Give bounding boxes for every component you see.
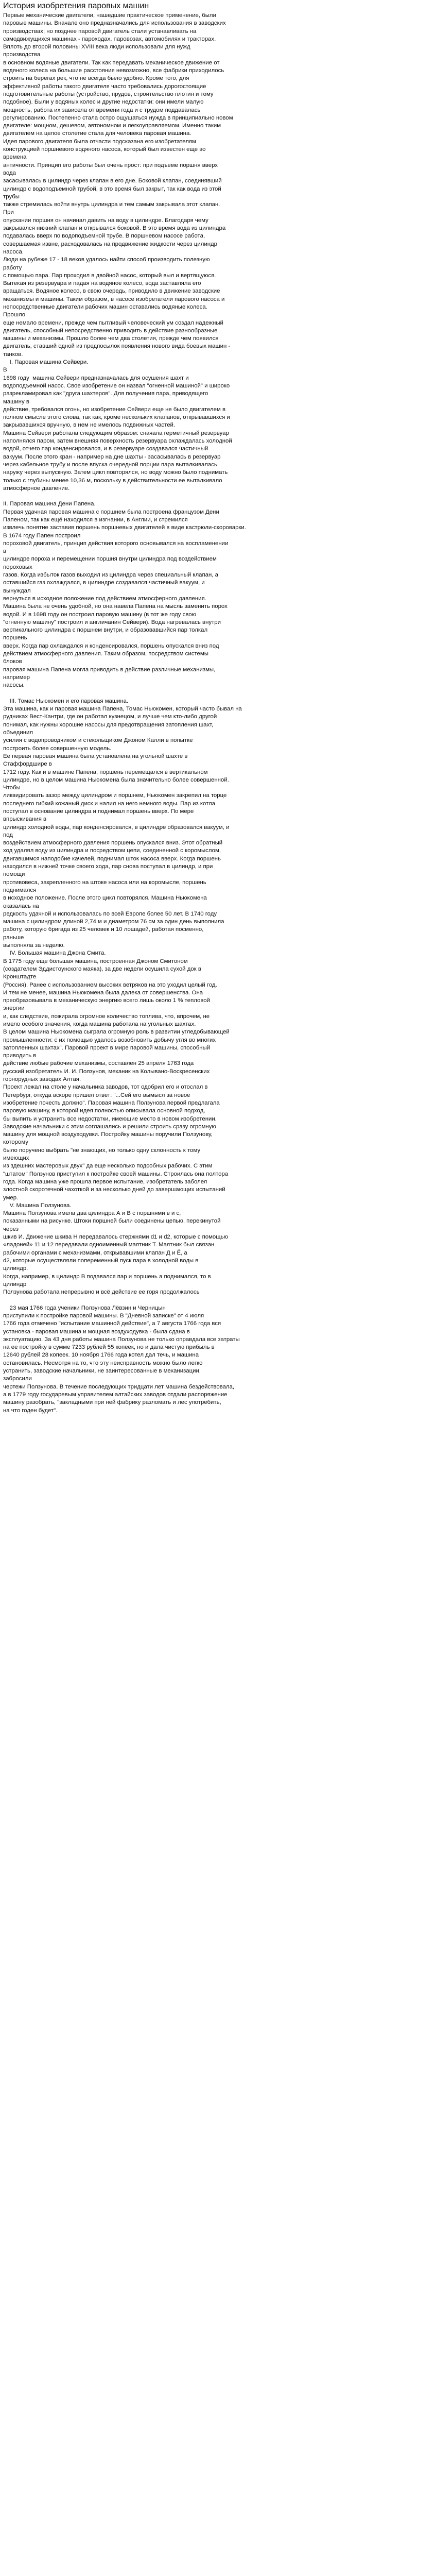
text-line: приводить в: [3, 1053, 37, 1059]
text-line: двигатель, способный непосредственно приводить в действие разнообразные: [3, 327, 218, 334]
text-line: вода: [3, 170, 16, 176]
text-line: понимал, как нужны хорошие насосы для предотвращения затопления шахт,: [3, 721, 214, 728]
text-line: При: [3, 209, 14, 216]
text-line: закрывавшихся вручную, в нем не имелось подвижных частей.: [3, 422, 176, 429]
text-line: поршень: [3, 635, 27, 641]
text-line: трубы: [3, 193, 20, 200]
text-line: цилиндр.: [3, 1265, 28, 1272]
text-line: Петербург, откуда вскоре пришел ответ: "...Сей его вымысл за новое: [3, 1092, 190, 1098]
text-line: и, как следствие, пожирала огромное количество топлива, что, впрочем, не: [3, 1013, 210, 1020]
text-line: забросили: [3, 1376, 32, 1382]
text-line: двигатель, ставший одной из предпосылок появления нового вида боевых машин -: [3, 343, 231, 350]
text-line: И тем не менее, машина Ньюкомена была далека от совершенства. Она: [3, 989, 203, 996]
text-line: приступили к постройке паровой машины. В "Дневной записке" от 4 июля: [3, 1312, 204, 1319]
text-line: русский изобретатель И. И. Ползунов, механик на Колывано-Воскресенских: [3, 1068, 210, 1075]
text-line: наружу через выпускную. Затем цикл повторялся, но воду можно было поднимать: [3, 469, 228, 476]
text-line: Вытекая из резервуара и падая на водяное колесо, вода заставляла его: [3, 280, 201, 287]
text-line: [3, 690, 433, 698]
text-line: Эта машина, как и паровая машина Папена, Томас Ньюкомен, который часто бывал на: [3, 706, 242, 713]
text-line: Кронштадте: [3, 974, 37, 980]
text-line: 1698 году машина Сейвери предназначалась для осушения шахт и: [3, 375, 189, 381]
text-line: подготовительные работы (устройство, прудов, строительство плотин и тому: [3, 91, 214, 97]
text-line: машину в: [3, 398, 29, 405]
text-line: Машина Ползунова имела два цилиндра А и В с поршнями в и с,: [3, 1210, 181, 1217]
text-line: противовеса, закрепленного на штоке насоса или на коромысле, поршень: [3, 879, 206, 886]
text-line: строить на берегах рек, что не всегда было удобно. Кроме того, для: [3, 75, 189, 82]
text-line: (создателем Эддистоунского маяка), за две недели осушила сухой док в: [3, 965, 201, 972]
text-line: чертежи Ползунова. В течение последующих тридцати лет машина бездействовала,: [3, 1383, 235, 1390]
text-line: промышленности: с их помощью удалось возобновить добычу угля во многих: [3, 1037, 216, 1043]
text-line: 1766 года отмечено "испытание машинной действие", а 7 августа 1766 года вся: [3, 1320, 221, 1327]
text-line: самодвижущихся машинах - пароходах, паровозах, автомобилях и тракторах.: [3, 36, 216, 42]
text-line: ликвидировать зазор между цилиндром и поршнем, Ньюкомен закрепил на торце: [3, 792, 227, 799]
text-line: впрыскивания в: [3, 816, 47, 823]
text-line: (Россия). Ранее с использованием высоких ветряков на это уходил целый год.: [3, 981, 217, 988]
text-line: непосредственные двигатели рабочих машин оставались водяные колеса.: [3, 303, 207, 310]
text-line: подобное). Были у водяных колес и другие недостатки: они имели малую: [3, 99, 204, 106]
text-line: Машина была не очень удобной, но она навела Папена на мысль заменить порох: [3, 603, 228, 610]
text-line: II. Паровая машина Дени Папена.: [3, 501, 96, 507]
text-line: построить более совершенную модель.: [3, 745, 112, 752]
text-line: полном смысле этого слова, так как, кроме нескольких клапанов, открывавшихся и: [3, 414, 230, 421]
text-line: паровую машину, в которой идея полностью описывала основной подход,: [3, 1108, 205, 1114]
text-line: злостной скоротечной чахоткой и за несколько дней до завершающих испытаний: [3, 1187, 225, 1193]
text-line: воздействием атмосферного давления поршень опускался вниз. Этот обратный: [3, 840, 223, 846]
text-line: В 1775 году еще большая машина, построенная Джоном Смитоном: [3, 958, 188, 964]
text-line: подавалась вверх по водоподъемной трубе. В поршневом насосе работа,: [3, 233, 205, 240]
text-line: установка - паровая машина и мощная воздуходувка - была сдана в: [3, 1328, 190, 1335]
text-line: ход удалял воду из цилиндра и посредством цепи, соединенной с коромыслом,: [3, 848, 221, 854]
text-line: цилиндр с водоподъемной трубой, в это время был закрыт, так как вода из этой: [3, 185, 221, 192]
text-line: опускании поршня он начинал давить на воду в цилиндре. Благодаря чему: [3, 217, 208, 224]
text-line: Заводские начальники с этим соглашались и решили строить сразу огромную: [3, 1123, 216, 1130]
text-line: [3, 1296, 433, 1304]
text-line: закрывался нижний клапан и открывался боковой. В это время вода из цилиндра: [3, 225, 226, 232]
text-line: Папеном, так как ещё находился в изгнании, в Англии, и стремился: [3, 517, 188, 523]
text-line: В 1674 году Папен построил: [3, 532, 81, 539]
text-line: оказалась на: [3, 903, 39, 909]
text-line: конструкцией поршневого водяного насоса, который был известен еще во: [3, 146, 206, 153]
text-line: которому: [3, 1139, 28, 1146]
text-line: бы выпить и устранить все недостатки, имеющие место в новом изобретении.: [3, 1115, 217, 1122]
text-line: рабочими органами с механизмами, открывавшими клапан Д и Ё, а: [3, 1249, 187, 1256]
text-line: двигавшимся наподобие качелей, поднимал шток насоса вверх. Когда поршень: [3, 855, 221, 862]
text-line: 1712 году. Как и в машине Папена, поршень перемещался в вертикальном: [3, 769, 208, 775]
text-line: водой, отчего пар конденсировался, и в резервуаре создавался частичный: [3, 446, 208, 452]
text-line: Машина Сейвери работала следующим образом: сначала герметичный резервуар: [3, 430, 229, 436]
text-line: V. Машина Ползунова.: [3, 1202, 72, 1209]
text-line: античности. Принцип его работы был очень прост: при подъеме поршня вверх: [3, 162, 218, 168]
text-line: цилиндре пороха и перемещении поршня внутри цилиндра под воздействием: [3, 556, 217, 563]
text-line: [3, 493, 433, 500]
text-line: механизмы и машины. Таким образом, в насосе изобретатели парового насоса и: [3, 296, 225, 302]
text-line: пороховых: [3, 564, 32, 570]
text-line: под: [3, 832, 13, 838]
text-line: В: [3, 367, 7, 374]
text-line: через: [3, 1226, 19, 1232]
text-line: 12640 рублей 28 копеек. 10 ноября 1766 года котел дал течь, и машина: [3, 1352, 199, 1359]
text-line: Ее первая паровая машина была установлена на угольной шахте в: [3, 753, 188, 759]
text-line: пороховой двигатель, принцип действия которого основывался на воспламенении: [3, 540, 229, 547]
text-line: Чтобы: [3, 785, 21, 791]
text-line: машина с цилиндром длиной 2,74 м и диаметром 76 см за один день выполнила: [3, 919, 224, 925]
text-line: извлечь понятие заставив поршень поршневых двигателей в виде кастрюли-скороварки.: [3, 524, 246, 531]
text-line: производства: [3, 52, 41, 58]
text-line: еще немало времени, прежде чем пытливый человеческий ум создал надежный: [3, 319, 223, 326]
text-line: насосы.: [3, 682, 25, 689]
text-line: также стремилась войти внутрь цилиндра и тем самым закрывала этот клапан.: [3, 201, 220, 208]
text-line: В целом машина Ньюкомена сыграла огромную роль в развитии угледобывающей: [3, 1029, 230, 1036]
text-line: "огненную машину" построил и англичанин Сейвери). Вода нагревалась внутри: [3, 619, 221, 625]
text-line: шкив И. Движение шкива Н передавалось стержнями d1 и d2, которые с помощью: [3, 1234, 229, 1241]
text-line: паровая машина Папена могла приводить в действие различные механизмы,: [3, 666, 216, 673]
text-line: времена: [3, 154, 27, 161]
text-line: производствах; но позднее паровой двигатель стали устанавливать на: [3, 28, 197, 35]
text-line: работу, которую бригада из 25 человек и 10 лошадей, работая посменно,: [3, 926, 204, 933]
text-line: рудниках Вест-Кантри, где он работал кузнецом, и лучше чем кто-либо другой: [3, 714, 217, 720]
text-line: Ползунова работала непрерывно и всё действие ее горя продолжалось: [3, 1289, 200, 1296]
text-line: действие, требовался огонь, но изобретение Сейвери еще не было двигателем в: [3, 406, 226, 413]
text-line: например: [3, 674, 30, 681]
text-line: выполняла за неделю.: [3, 942, 65, 949]
text-line: машину разобрать, "закладными при ней фабрику разломать и лес употребить,: [3, 1399, 221, 1406]
text-line: умер.: [3, 1194, 19, 1201]
text-line: Проект лежал на столе у начальника заводов, тот одобрил его и отослал в: [3, 1084, 208, 1091]
text-line: остановилась. Несмотря на то, что эту неисправность можно было легко: [3, 1360, 203, 1366]
text-line: водой. И в 1698 году он построил паровую машину (в тот же году свою: [3, 611, 197, 618]
text-line: двигателем на целое столетие стала для человека паровая машина.: [3, 130, 191, 137]
text-line: цилиндре, но в целом машина Ньюкомена была значительно более совершенной.: [3, 776, 229, 783]
text-line: Первые механические двигатели, нашедшие практическое применение, были: [3, 12, 216, 19]
text-line: «ладоней» 11 и 12 передавали одноименный маятник Т. Маятник был связан: [3, 1242, 215, 1248]
text-line: показанными на рисунке. Штоки поршней были соединены цепью, перекинутой: [3, 1218, 221, 1225]
text-line: d2, которые осуществляли попеременный пуск пара в холодной воды в: [3, 1257, 199, 1264]
text-line: цилиндр холодной воды, пар конденсировался, в цилиндре образовался вакуум, и: [3, 824, 230, 831]
document-body: [3, 12, 433, 1415]
text-line: в исходное положение. После этого цикл повторялся. Машина Ньюкомена: [3, 895, 207, 902]
text-line: преобразовывала в механическую энергию всего лишь около 1 % тепловой: [3, 997, 210, 1004]
text-line: Идея парового двигателя была отчасти подсказана его изобретателям: [3, 138, 196, 145]
text-line: блоков: [3, 658, 22, 665]
text-line: танков.: [3, 351, 23, 358]
text-line: вращаться. Водяное колесо, в свою очередь, приводило в движение заводские: [3, 288, 220, 295]
text-line: только с глубины менее 10,36 м, поскольку в действительности ее выталкивало: [3, 477, 222, 484]
text-line: горнорудных заводах Алтая.: [3, 1076, 81, 1083]
text-line: разрекламировал как "друга шахтеров". Для получения пара, приводящего: [3, 391, 208, 397]
text-line: регулированию. Постепенно стала остро ощущаться нужда в принципиально новом: [3, 114, 233, 121]
text-line: III. Томас Ньюкомен и его паровая машина.: [3, 698, 129, 704]
text-line: атмосферное давление.: [3, 485, 70, 492]
text-line: поднимался: [3, 887, 37, 893]
text-line: водяного колеса на большие расстояния невозможно, все фабрики приходилось: [3, 67, 224, 74]
text-line: с помощью пара. Пар проходил в двойной насос, который выл и вертящуюся.: [3, 272, 216, 279]
text-line: I. Паровая машина Сейвери.: [3, 359, 89, 366]
text-line: энергии: [3, 1005, 25, 1012]
text-line: совершаемая извне, расходовалась на продвижение жидкости через цилиндр: [3, 241, 217, 247]
text-line: газов. Когда избыток газов выходил из цилиндра через специальный клапан, а: [3, 572, 218, 579]
text-line: эксплуатацию. За 43 дня работы машина Ползунова не только оправдала все затраты: [3, 1336, 240, 1343]
text-line: на ее постройку в сумме 7233 рублей 55 копеек, но и дала чистую прибыль в: [3, 1344, 215, 1351]
text-line: раньше: [3, 934, 24, 941]
text-line: было поручено выбрать "не знающих, но только одну склонность к тому: [3, 1147, 201, 1154]
text-line: Вплоть до второй половины XVIII века люди использовали для нужд: [3, 44, 190, 50]
text-line: наполнялся паром, затем внешняя поверхность резервуара охлаждалась холодной: [3, 438, 232, 445]
text-line: машину для мощной воздуходувки. Постройку машины поручили Ползунову,: [3, 1131, 213, 1138]
text-line: усилия с водопроводчиком и стекольщиком Джоном Калли в попытке: [3, 737, 193, 744]
text-line: через кабельное трубу и после впуска очередной порции пара выталкивалась: [3, 461, 217, 468]
text-line: эффективной работы такого двигателя часто требовались дорогостоящие: [3, 83, 206, 90]
text-line: последнего гибкий кожаный диск и налил на него немного воды. Пар из котла: [3, 800, 216, 807]
text-line: двигателе: мощном, дешевом, автономном и легкоуправляемом. Именно таким: [3, 123, 221, 129]
text-line: машины и механизмы. Прошло более чем два столетия, прежде чем появился: [3, 335, 219, 342]
text-line: а в 1779 году государевым управителем алтайских заводов отдали распоряжение: [3, 1391, 228, 1398]
text-line: Когда, например, в цилиндр В подавался пар и поршень а поднимался, то в: [3, 1273, 211, 1280]
text-line: Стаффордшире в: [3, 761, 52, 768]
text-line: паровые машины. Вначале оно предназначались для использования в заводских: [3, 20, 226, 27]
text-line: из здешних мастеровых двух" да еще несколько подсобных рабочих. С этим: [3, 1163, 213, 1170]
text-line: вертикального цилиндра с поршнем внутри, и образовавшийся пар толкал: [3, 627, 208, 634]
text-line: изобретение почесть должно". Паровая машина Ползунова первой предлагала: [3, 1099, 220, 1106]
text-line: насоса.: [3, 248, 24, 255]
text-line: имело особого значения, когда машина работала на угольных шахтах.: [3, 1021, 196, 1027]
text-line: "штатом" Ползунов приступил к постройке своей машины. Строилась она полтора: [3, 1171, 229, 1177]
text-line: редкость удачной и использовалась по всей Европе более 50 лет. В 1740 году: [3, 910, 217, 917]
text-line: в: [3, 548, 7, 555]
text-line: цилиндр: [3, 1281, 27, 1287]
text-line: оставшийся газ охлаждался, в цилиндре создавался частичный вакуум, и: [3, 580, 205, 586]
text-line: Прошло: [3, 312, 26, 318]
text-line: в основном водяные двигатели. Так как передавать механическое движение от: [3, 59, 220, 66]
text-line: на что годен будет".: [3, 1407, 58, 1414]
text-line: года. Когда машина уже прошла первое испытание, изобретатель заболел: [3, 1178, 207, 1185]
text-line: находился в нижней точке своего хода, пар снова поступал в цилиндр, и при: [3, 863, 213, 870]
text-line: засасывалась в цилиндр через клапан в его дне. Боковой клапан, соединявший: [3, 178, 222, 184]
text-line: вверх. Когда пар охлаждался и конденсировался, поршень опускался вниз под: [3, 642, 219, 649]
text-line: IV. Большая машина Джона Смита.: [3, 950, 106, 957]
text-line: 23 мая 1766 года ученики Ползунова Лёвзин и Черницын: [3, 1304, 166, 1311]
text-line: водоподъемной насос. Свое изобретение он назвал "огненной машиной" и широко: [3, 382, 230, 389]
text-line: действием атмосферного давления. Таким образом, посредством системы: [3, 651, 208, 657]
text-line: объединил: [3, 730, 33, 736]
text-line: помощи: [3, 871, 25, 878]
text-line: устранить, заводские начальники, не заинтересованные в механизации,: [3, 1368, 201, 1375]
text-line: поступал в основание цилиндра и поднимал поршень вверх. По мере: [3, 808, 194, 815]
text-line: действие любые рабочие механизмы, составлен 25 апреля 1763 года: [3, 1060, 194, 1067]
text-line: вынуждал: [3, 587, 31, 594]
text-line: мощность, работа их зависела от времени года и с трудом поддавалась: [3, 107, 201, 113]
text-line: вакуум. После этого кран - например на дне шахты - засасывалась в резервуар: [3, 453, 221, 460]
document-title: История изобретения паровых машин: [3, 2, 149, 10]
text-line: вернуться в исходное положение под действием атмосферного давления.: [3, 595, 206, 602]
text-line: затопленных шахтах". Паровой проект в мире паровой машины, способный: [3, 1044, 211, 1051]
text-line: Люди на рубеже 17 - 18 веков удалось найти способ производить полезную: [3, 257, 210, 263]
text-line: Первая удачная паровая машина с поршнем была построена французом Дени: [3, 509, 219, 515]
text-line: работу: [3, 264, 22, 271]
text-line: имеющих: [3, 1155, 29, 1162]
